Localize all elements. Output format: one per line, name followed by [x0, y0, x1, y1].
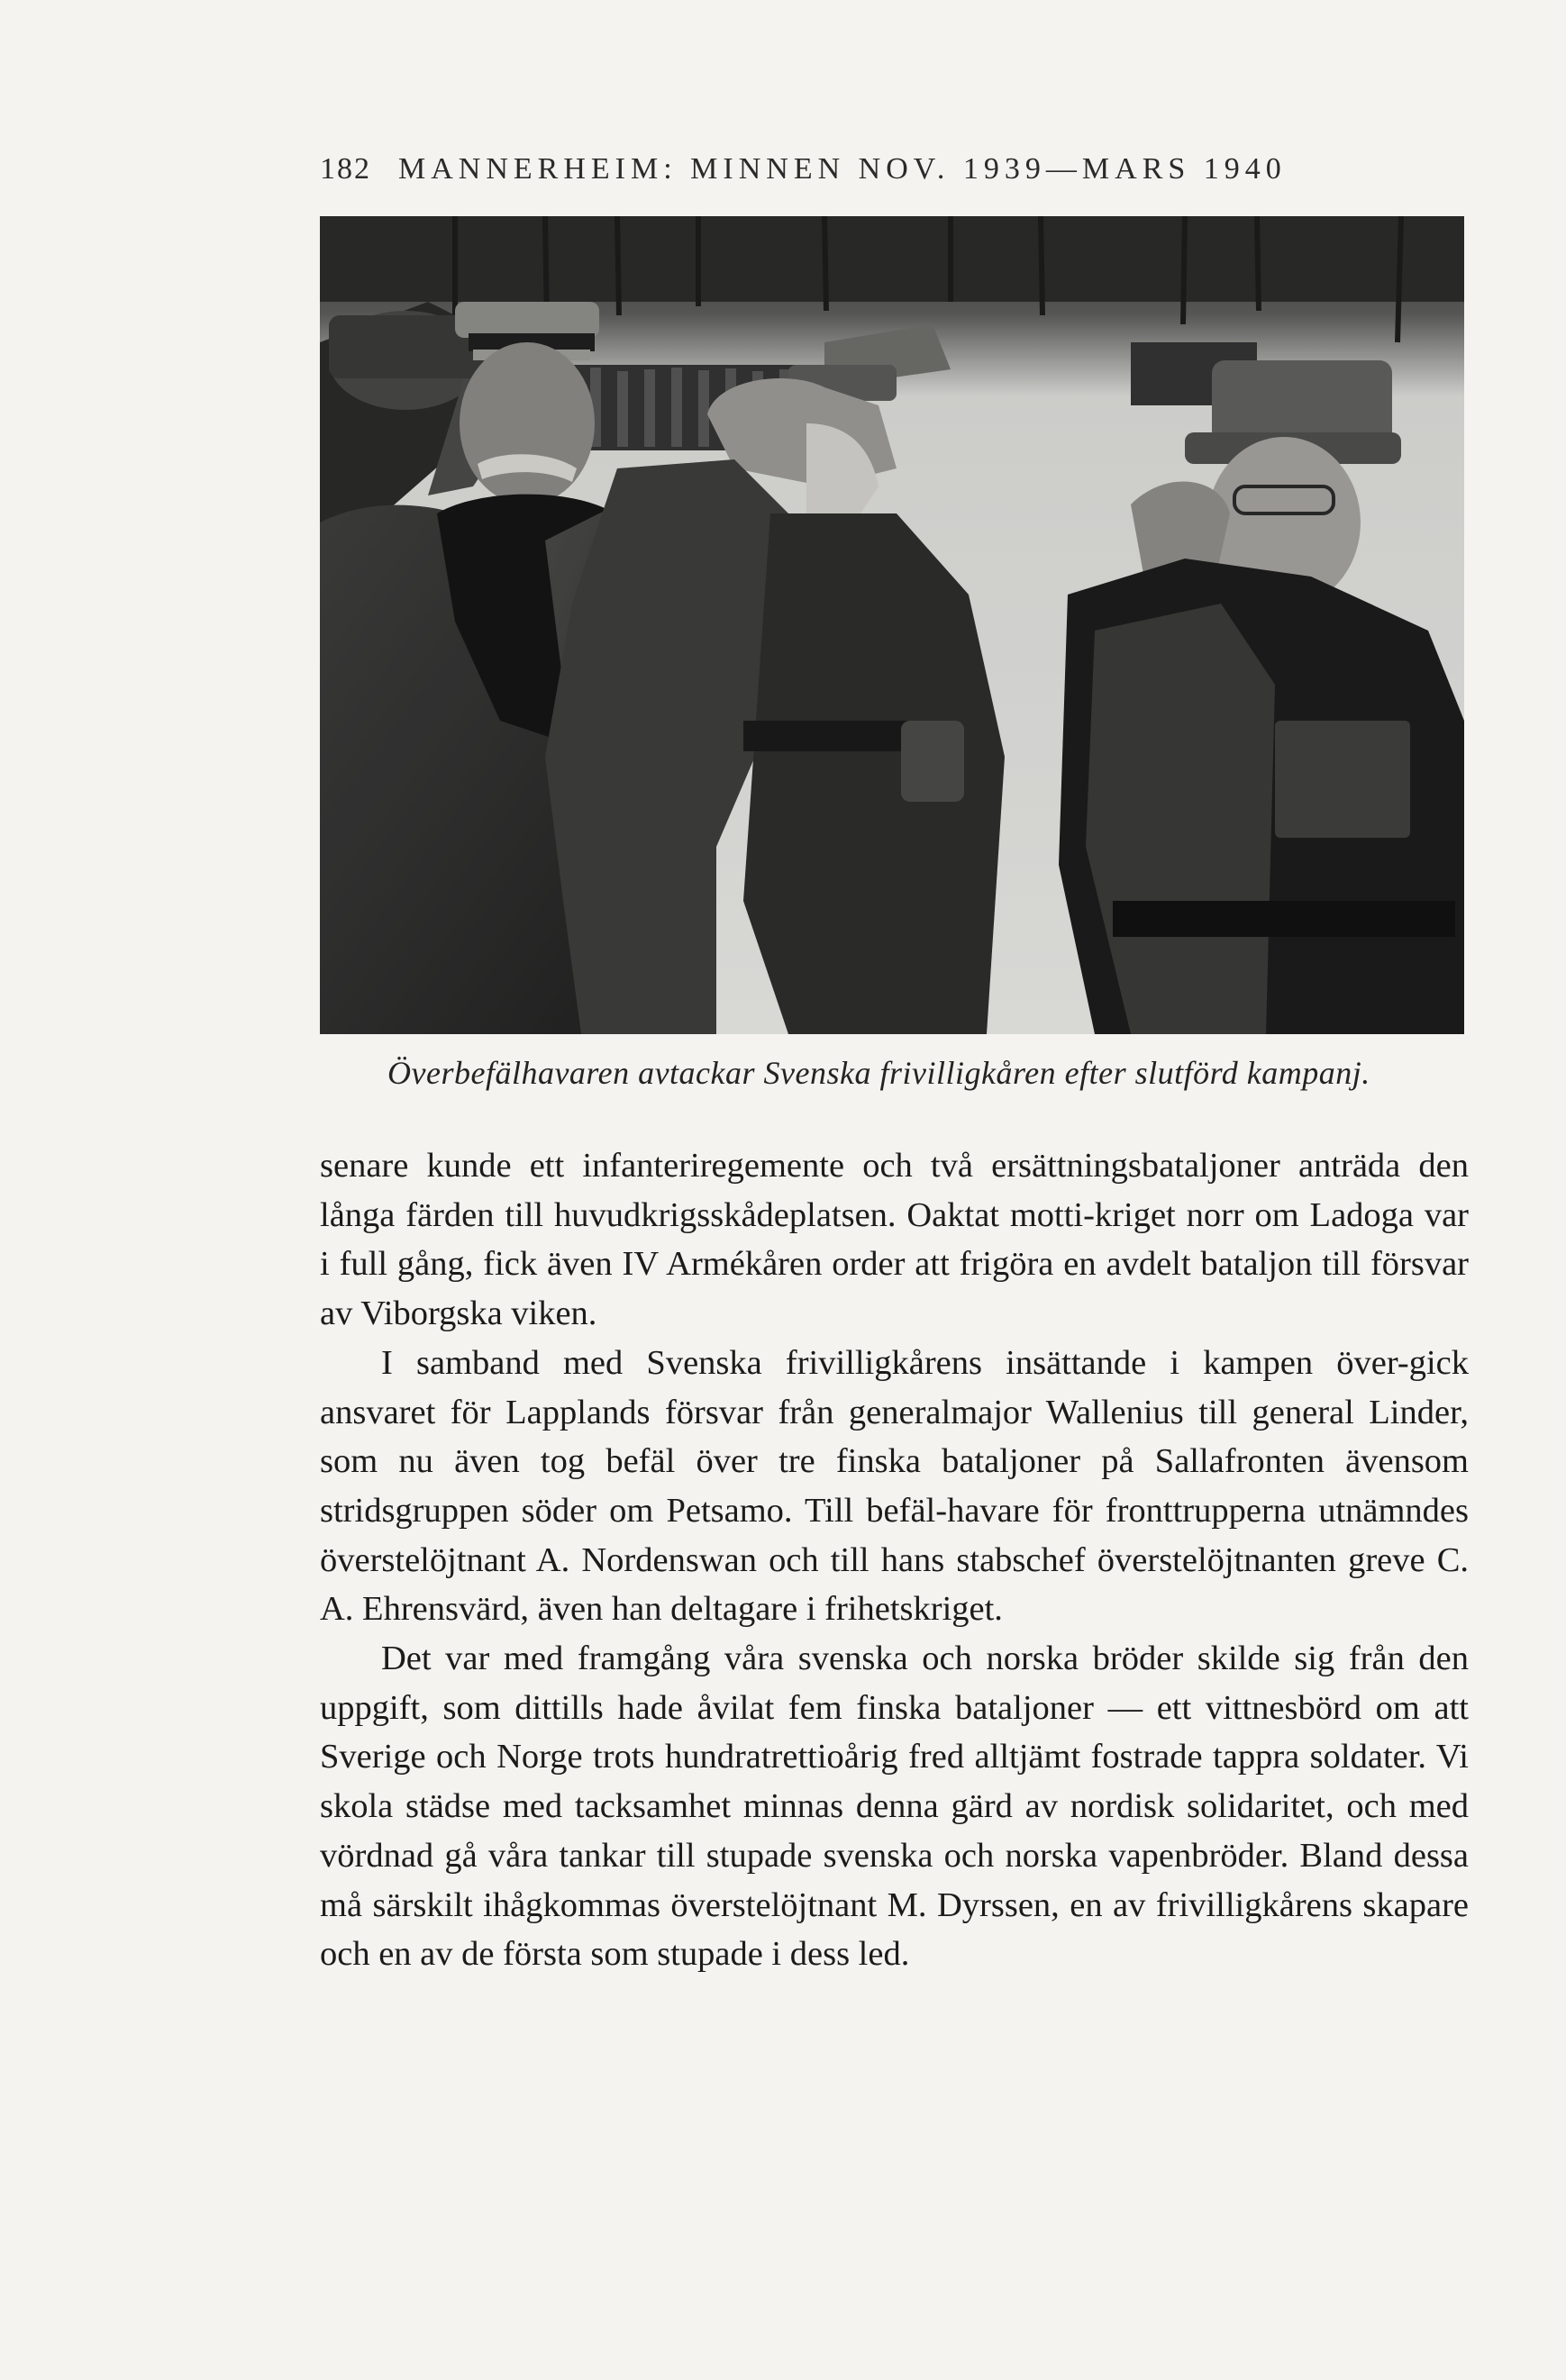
figure-caption: Överbefälhavaren avtackar Svenska frivilligkåren efter slutförd kampanj.: [387, 1055, 1370, 1091]
page-number: 182: [320, 152, 371, 186]
body-text: [320, 1141, 1469, 1979]
paragraph: senare kunde ett infanteriregemente och två ersättningsbataljoner anträda den långa färden till huvudkrigsskådeplatsen. Oaktat motti-kriget norr om Ladoga var i full gång, fick även IV Armékåren order att frigöra en avdelt bataljon till försvar av Viborgska viken.: [320, 1147, 1469, 1333]
photo-illustration: [320, 216, 1464, 1034]
running-header: [320, 144, 1473, 195]
running-title: MANNERHEIM: MINNEN NOV. 1939—MARS 1940: [398, 152, 1287, 186]
photograph: [320, 216, 1464, 1034]
paragraph: Det var med framgång våra svenska och norska bröder skilde sig från den uppgift, som dittills hade åvilat fem finska bataljoner — ett vittnesbörd om att Sverige och Norge trots hundratrettioårig fred alltjämt fostrade tappra soldater. Vi skola städse med tacksamhet minnas denna gärd av nordisk solidaritet, och med vördnad gå våra tankar till stupade svenska och norska vapenbröder. Bland dessa må särskilt ihågkommas överstelöjtnant M. Dyrssen, en av frivilligkårens skapare och en av de första som stupade i dess led.: [320, 1640, 1469, 1974]
paragraph: I samband med Svenska frivilligkårens insättande i kampen över-gick ansvaret för Lapplands försvar från generalmajor Wallenius till general Linder, som nu även tog befäl över tre finska bataljoner på Sallafronten ävensom stridsgruppen söder om Petsamo. Till befäl-havare för fronttrupperna utnämndes överstelöjtnant A. Nordenswan och till hans stabschef överstelöjtnanten greve C. A. Ehrensvärd, även han deltagare i frihetskriget.: [320, 1343, 1469, 1629]
